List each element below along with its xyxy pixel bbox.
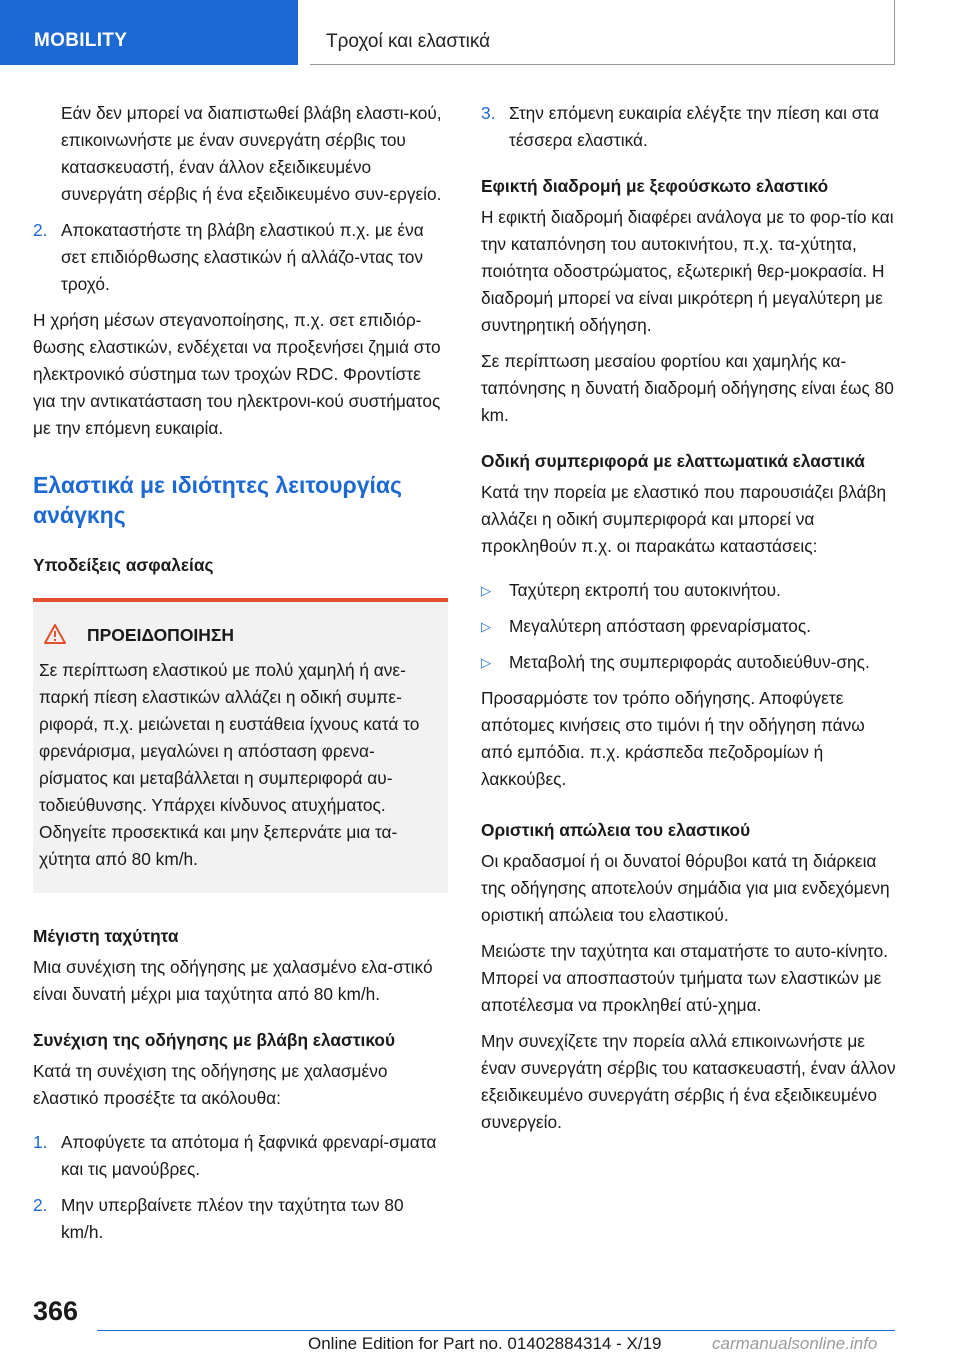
- list-item-text: Μην υπερβαίνετε πλέον την ταχύτητα των 80 km/h.: [61, 1195, 404, 1242]
- chapter-header: [310, 0, 895, 65]
- list-item-3: [481, 100, 896, 154]
- range-text-2: Σε περίπτωση μεσαίου φορτίου και χαμηλής κα-ταπόνησης η δυνατή διαδρομή οδήγησης είναι έως 80 km.: [481, 351, 894, 425]
- sealant-note: Η χρήση μέσων στεγανοποίησης, π.χ. σετ επιδιόρ-θωσης ελαστικών, ενδέχεται να προξενήσει ζημιά στο ηλεκτρονικό σύστημα των τροχών RDC. Φροντίστε για την αντικατάσταση του ηλεκτρονι-κού συστήματος με την επόμενη ευκαιρία.: [33, 310, 441, 438]
- left-column: [33, 100, 448, 1246]
- adapt-text: Προσαρμόστε τον τρόπο οδήγησης. Αποφύγετε απότομες κινήσεις στο τιμόνι ή την οδήγηση πάνω από εμπόδια. π.χ. κράσπεδα πεζοδρομίων ή λακκούβες.: [481, 688, 865, 789]
- continue-heading: Συνέχιση της οδήγησης με βλάβη ελαστικού: [33, 1030, 396, 1050]
- range-heading: Εφικτή διαδρομή με ξεφούσκωτο ελαστικό: [481, 176, 829, 196]
- chapter-title: Τροχοί και ελαστικά: [326, 31, 491, 52]
- bullet-item: [481, 613, 896, 640]
- watermark: carmanualsonline.info: [712, 1334, 878, 1353]
- loss-text: Οι κραδασμοί ή οι δυνατοί θόρυβοι κατά τη διάρκεια της οδήγησης αποτελούν σημάδια για μια ενδεχόμενη οριστική απώλεια του ελαστικού.: [481, 851, 890, 925]
- list-number: 2.: [33, 220, 48, 240]
- list-item-text: Αποφύγετε τα απότομα ή ξαφνικά φρεναρί-σματα και τις μανούβρες.: [61, 1132, 437, 1179]
- bullet-triangle-icon: ▷: [481, 583, 491, 598]
- max-speed-text: Μια συνέχιση της οδήγησης με χαλασμένο ελα-στικό είναι δυνατή μέχρι μια ταχύτητα από 80 km/h.: [33, 957, 433, 1004]
- list-number: 3.: [481, 103, 496, 123]
- edition-text: Online Edition for Part no. 01402884314 - X/19: [308, 1334, 662, 1353]
- warning-title: ΠΡΟΕΙΔΟΠΟΙΗΣΗ: [87, 625, 235, 645]
- safety-heading: Υποδείξεις ασφαλείας: [33, 555, 214, 575]
- warning-triangle-icon: [44, 624, 66, 644]
- handling-text: Κατά την πορεία με ελαστικό που παρουσιάζει βλάβη αλλάζει η οδική συμπεριφορά και μπορεί να προκληθούν π.χ. οι παρακάτω καταστάσεις:: [481, 482, 887, 556]
- intro-paragraph: Εάν δεν μπορεί να διαπιστωθεί βλάβη ελαστι-κού, επικοινωνήστε με έναν συνεργάτη σέρβις του κατασκευαστή, έναν άλλον εξειδικευμένο συνεργάτη σέρβις ή ένα εξειδικευμένο συν-εργείο.: [61, 103, 442, 204]
- section-tab-label: MOBILITY: [34, 30, 128, 51]
- page-number: 366: [33, 1296, 79, 1326]
- warning-text: Σε περίπτωση ελαστικού με πολύ χαμηλή ή ανε-παρκή πίεση ελαστικών αλλάζει η οδική συμπε-ριφορά, π.χ. μειώνεται η ευστάθεια ίχνους κατά το φρενάρισμα, μεγαλώνει η απόσταση φρενα-ρίσματος και μεταβάλλεται η συμπεριφορά αυ-τοδιεύθυνσης. Υπάρχει κίνδυνος ατυχήματος. Οδηγείτε προσεκτικά και μην ξεπερνάτε μια τα-χύτητα από 80 km/h.: [39, 660, 420, 869]
- continue-text: Κατά τη συνέχιση της οδήγησης με χαλασμένο ελαστικό προσέξτε τα ακόλουθα:: [33, 1061, 388, 1108]
- warning-title-row: [33, 622, 448, 649]
- bullet-triangle-icon: ▷: [481, 619, 491, 634]
- bullet-text: Μεγαλύτερη απόσταση φρεναρίσματος.: [509, 616, 811, 636]
- list-item-2b: [33, 1192, 448, 1246]
- max-speed-heading: Μέγιστη ταχύτητα: [33, 926, 179, 946]
- range-text: Η εφικτή διαδρομή διαφέρει ανάλογα με το φορ-τίο και την καταπόνηση του αυτοκινήτου, π.χ. τα-χύτητα, ποιότητα οδοστρώματος, εξωτερική θερ-μοκρασία. Η διαδρομή μπορεί να είναι μικρότερη ή μεγαλύτερη με συντηρητική οδήγηση.: [481, 207, 894, 335]
- list-item-text: Αποκαταστήστε τη βλάβη ελαστικού π.χ. με ένα σετ επιδιόρθωσης ελαστικών ή αλλάζο-ντας τον τροχό.: [61, 220, 424, 294]
- right-column: [481, 100, 896, 1136]
- list-number: 1.: [33, 1132, 48, 1152]
- bullet-text: Ταχύτερη εκτροπή του αυτοκινήτου.: [509, 580, 781, 600]
- section-heading: Ελαστικά με ιδιότητες λειτουργίας ανάγκης: [33, 472, 402, 528]
- footer-rule: [97, 1330, 895, 1331]
- section-tab: [0, 0, 298, 65]
- bullet-item: [481, 649, 896, 676]
- bullet-triangle-icon: ▷: [481, 655, 491, 670]
- list-item-2: [33, 217, 448, 298]
- loss-text-3: Μην συνεχίζετε την πορεία αλλά επικοινωνήστε με έναν συνεργάτη σέρβις του κατασκευαστή, έναν άλλον εξειδικευμένο συνεργάτη σέρβις ή ένα εξειδικευμένο συνεργείο.: [481, 1031, 896, 1132]
- warning-box: [33, 602, 448, 893]
- bullet-item: [481, 577, 896, 604]
- bullet-text: Μεταβολή της συμπεριφοράς αυτοδιεύθυν-σης.: [509, 652, 870, 672]
- list-number: 2.: [33, 1195, 48, 1215]
- loss-heading: Οριστική απώλεια του ελαστικού: [481, 820, 751, 840]
- list-item-text: Στην επόμενη ευκαιρία ελέγξτε την πίεση και στα τέσσερα ελαστικά.: [509, 103, 880, 150]
- list-item-1: [33, 1129, 448, 1183]
- handling-heading: Οδική συμπεριφορά με ελαττωματικά ελαστικά: [481, 451, 865, 471]
- loss-text-2: Μειώστε την ταχύτητα και σταματήστε το αυτο-κίνητο. Μπορεί να αποσπαστούν τμήματα των ελαστικών με αποτέλεσμα να προκληθεί ατύ-χημα.: [481, 941, 889, 1015]
